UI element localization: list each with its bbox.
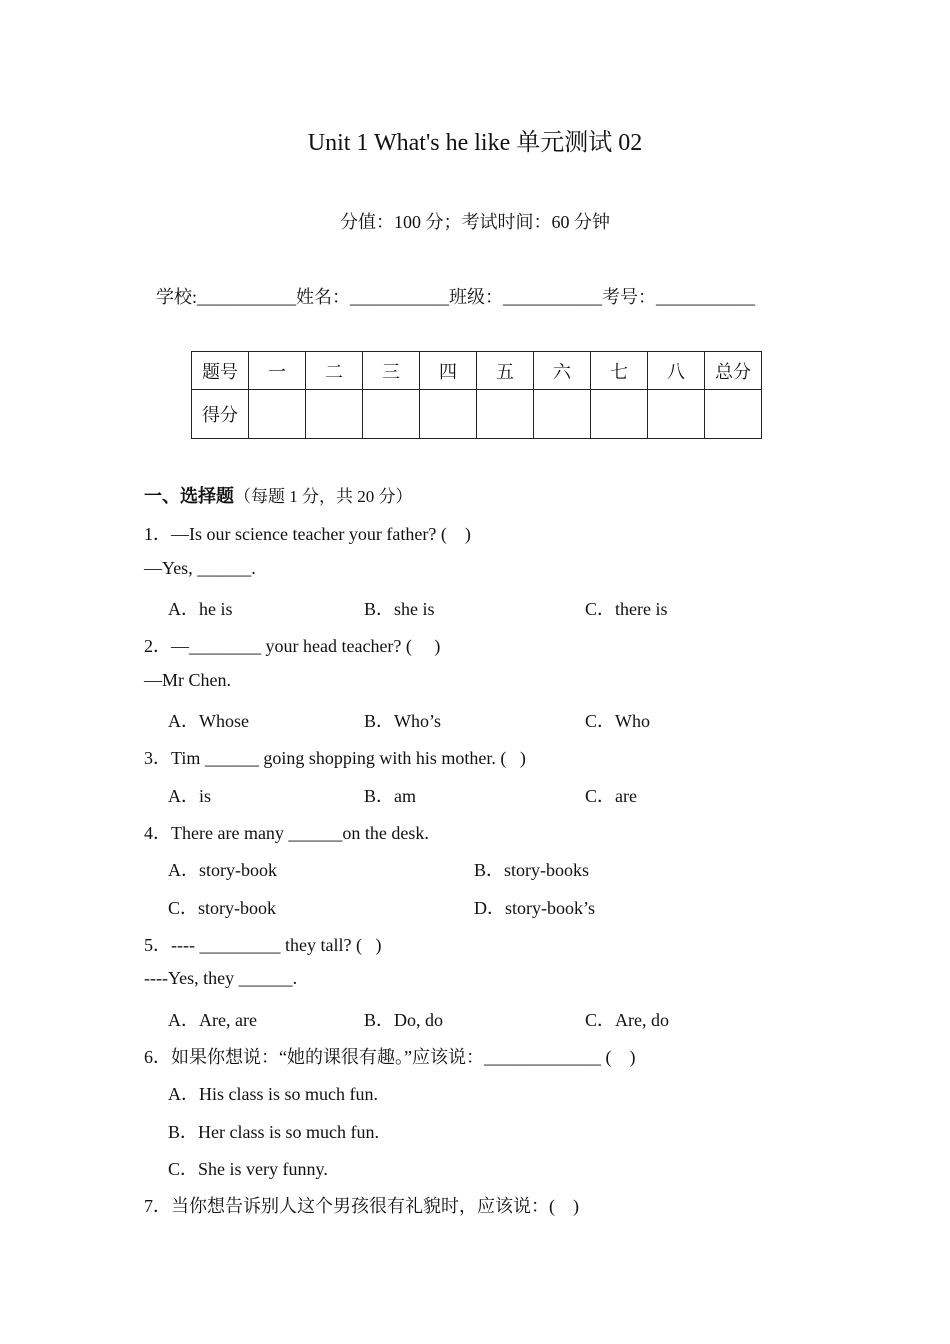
option-c: C．are xyxy=(585,786,637,806)
option-b: B．Who’s xyxy=(364,711,442,731)
score-row-label: 得分 xyxy=(192,390,249,439)
option-c: C．story-book xyxy=(168,898,276,918)
score-header-cell: 八 xyxy=(648,352,705,390)
score-header-cell: 题号 xyxy=(192,352,249,390)
option-c: C．there is xyxy=(585,599,668,619)
question-stem: 3．Tim ______ going shopping with his mother. ( ) xyxy=(144,748,526,768)
student-info-fields: 学校:___________姓名：___________班级：___________考号：___________ xyxy=(156,287,755,307)
option-a: A．Whose xyxy=(168,711,249,731)
question-stem: 5．---- _________ they tall? ( ) xyxy=(144,935,382,955)
option-b: B．Her class is so much fun. xyxy=(168,1122,379,1142)
score-table-score-row xyxy=(192,390,762,439)
score-header-cell: 六 xyxy=(534,352,591,390)
score-cell xyxy=(591,390,648,439)
score-header-cell: 七 xyxy=(591,352,648,390)
question-stem: 2．—________ your head teacher? ( ) xyxy=(144,636,441,656)
question-line: —Mr Chen. xyxy=(144,670,231,690)
exam-meta: 分值：100 分；考试时间：60 分钟 xyxy=(340,212,610,232)
score-header-cell: 四 xyxy=(420,352,477,390)
score-cell xyxy=(477,390,534,439)
score-header-cell: 总分 xyxy=(705,352,762,390)
option-c: C．Who xyxy=(585,711,650,731)
option-d: D．story-book’s xyxy=(474,898,595,918)
score-table-header-row xyxy=(192,352,762,390)
score-header-cell: 三 xyxy=(363,352,420,390)
option-a: A．story-book xyxy=(168,860,277,880)
option-b: B．she is xyxy=(364,599,435,619)
section-title: 一、选择题 xyxy=(144,486,234,506)
question-stem: 4．There are many ______on the desk. xyxy=(144,823,429,843)
section-heading xyxy=(144,482,413,508)
score-header-cell: 二 xyxy=(306,352,363,390)
question-stem: 1．—Is our science teacher your father? ( ) xyxy=(144,524,471,544)
score-cell xyxy=(363,390,420,439)
option-a: A．Are, are xyxy=(168,1010,257,1030)
score-table xyxy=(191,351,762,439)
score-cell xyxy=(249,390,306,439)
option-a: A．His class is so much fun. xyxy=(168,1084,378,1104)
option-c: C．She is very funny. xyxy=(168,1159,328,1179)
option-a: A．he is xyxy=(168,599,233,619)
page-title: Unit 1 What's he like 单元测试 02 xyxy=(307,130,643,156)
score-cell xyxy=(420,390,477,439)
section-note: （每题 1 分，共 20 分） xyxy=(234,487,413,506)
score-header-cell: 一 xyxy=(249,352,306,390)
score-cell xyxy=(705,390,762,439)
option-a: A．is xyxy=(168,786,212,806)
option-b: B．Do, do xyxy=(364,1010,444,1030)
question-stem: 6．如果你想说：“她的课很有趣。”应该说：_____________ ( ) xyxy=(144,1047,636,1067)
option-c: C．Are, do xyxy=(585,1010,669,1030)
question-stem: 7．当你想告诉别人这个男孩很有礼貌时，应该说：( ) xyxy=(144,1196,579,1216)
question-line: —Yes, ______. xyxy=(144,558,256,578)
score-cell xyxy=(306,390,363,439)
score-cell xyxy=(534,390,591,439)
option-b: B．story-books xyxy=(474,860,590,880)
option-b: B．am xyxy=(364,786,416,806)
question-line: ----Yes, they ______. xyxy=(144,968,298,988)
score-cell xyxy=(648,390,705,439)
score-header-cell: 五 xyxy=(477,352,534,390)
